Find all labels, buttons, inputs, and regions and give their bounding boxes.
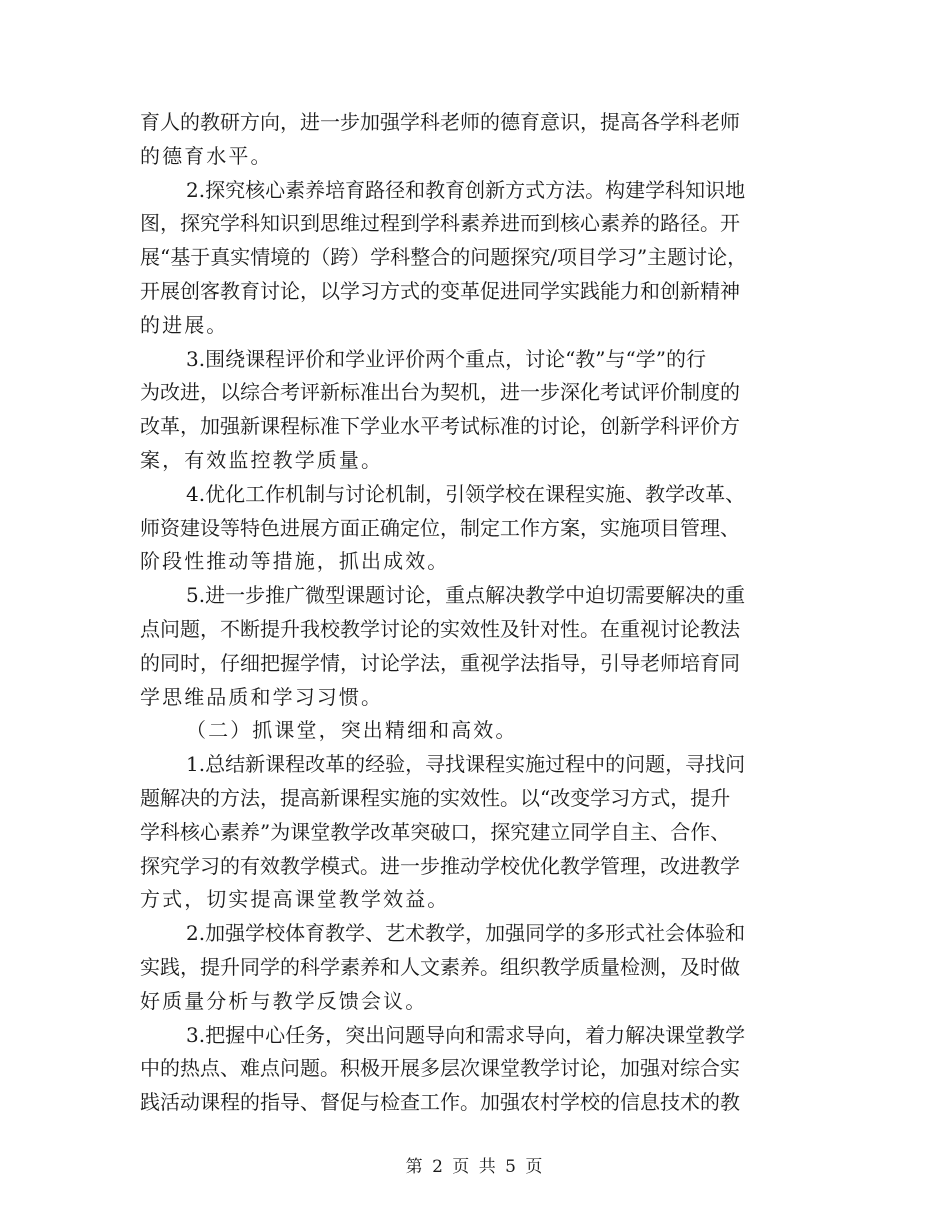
text-line: 1.总结新课程改革的经验，寻找课程实施过程中的问题，寻找问 bbox=[186, 752, 746, 777]
text-line: 方式，切实提高课堂教学效益。 bbox=[140, 887, 450, 912]
text-line: （二）抓课堂，突出精细和高效。 bbox=[186, 718, 518, 743]
text-line: 探究学习的有效教学模式。进一步推动学校优化教学管理，改进教学 bbox=[140, 853, 740, 878]
text-line: 好质量分析与教学反馈会议。 bbox=[140, 988, 428, 1013]
text-line: 案，有效监控教学质量。 bbox=[140, 447, 384, 472]
text-line: 3.围绕课程评价和学业评价两个重点，讨论“教”与“学”的行 bbox=[186, 346, 706, 371]
document-body bbox=[140, 106, 816, 1120]
text-line: 图，探究学科知识到思维过程到学科素养进而到核心素养的路径。开 bbox=[140, 211, 740, 236]
text-line: 展“基于真实情境的（跨）学科整合的问题探究/项目学习”主题讨论， bbox=[140, 245, 748, 270]
text-line: 2.加强学校体育教学、艺术教学，加强同学的多形式社会体验和 bbox=[186, 921, 746, 946]
text-line: 改革，加强新课程标准下学业水平考试标准的讨论，创新学科评价方 bbox=[140, 414, 740, 439]
text-line: 阶段性推动等措施，抓出成效。 bbox=[140, 549, 450, 574]
text-line: 5.进一步推广微型课题讨论，重点解决教学中迫切需要解决的重 bbox=[186, 583, 746, 608]
text-line: 的同时，仔细把握学情，讨论学法，重视学法指导，引导老师培育同 bbox=[140, 650, 740, 675]
text-line: 的进展。 bbox=[140, 312, 229, 337]
text-line: 点问题，不断提升我校教学讨论的实效性及针对性。在重视讨论教法 bbox=[140, 616, 740, 641]
text-line: 2.探究核心素养培育路径和教育创新方式方法。构建学科知识地 bbox=[186, 177, 746, 202]
text-line: 3.把握中心任务，突出问题导向和需求导向，着力解决课堂教学 bbox=[186, 1022, 746, 1047]
text-line: 开展创客教育讨论，以学习方式的变革促进同学实践能力和创新精神 bbox=[140, 278, 740, 303]
text-line: 题解决的方法，提高新课程实施的实效性。以“改变学习方式，提升 bbox=[140, 785, 731, 810]
text-line: 为改进，以综合考评新标准出台为契机，进一步深化考试评价制度的 bbox=[140, 380, 740, 405]
text-line: 师资建设等特色进展方面正确定位，制定工作方案，实施项目管理、 bbox=[140, 515, 740, 540]
text-line: 中的热点、难点问题。积极开展多层次课堂教学讨论，加强对综合实 bbox=[140, 1056, 740, 1081]
text-line: 实践，提升同学的科学素养和人文素养。组织教学质量检测，及时做 bbox=[140, 954, 740, 979]
page-footer: 第 2 页 共 5 页 bbox=[405, 1157, 545, 1177]
text-line: 的德育水平。 bbox=[140, 143, 273, 168]
text-line: 学思维品质和学习习惯。 bbox=[140, 684, 384, 709]
text-line: 学科核心素养”为课堂教学改革突破口，探究建立同学自主、合作、 bbox=[140, 819, 731, 844]
text-line: 育人的教研方向，进一步加强学科老师的德育意识，提高各学科老师 bbox=[140, 110, 740, 134]
text-line: 4.优化工作机制与讨论机制，引领学校在课程实施、教学改革、 bbox=[186, 481, 746, 506]
text-line: 践活动课程的指导、督促与检查工作。加强农村学校的信息技术的教 bbox=[140, 1090, 740, 1115]
